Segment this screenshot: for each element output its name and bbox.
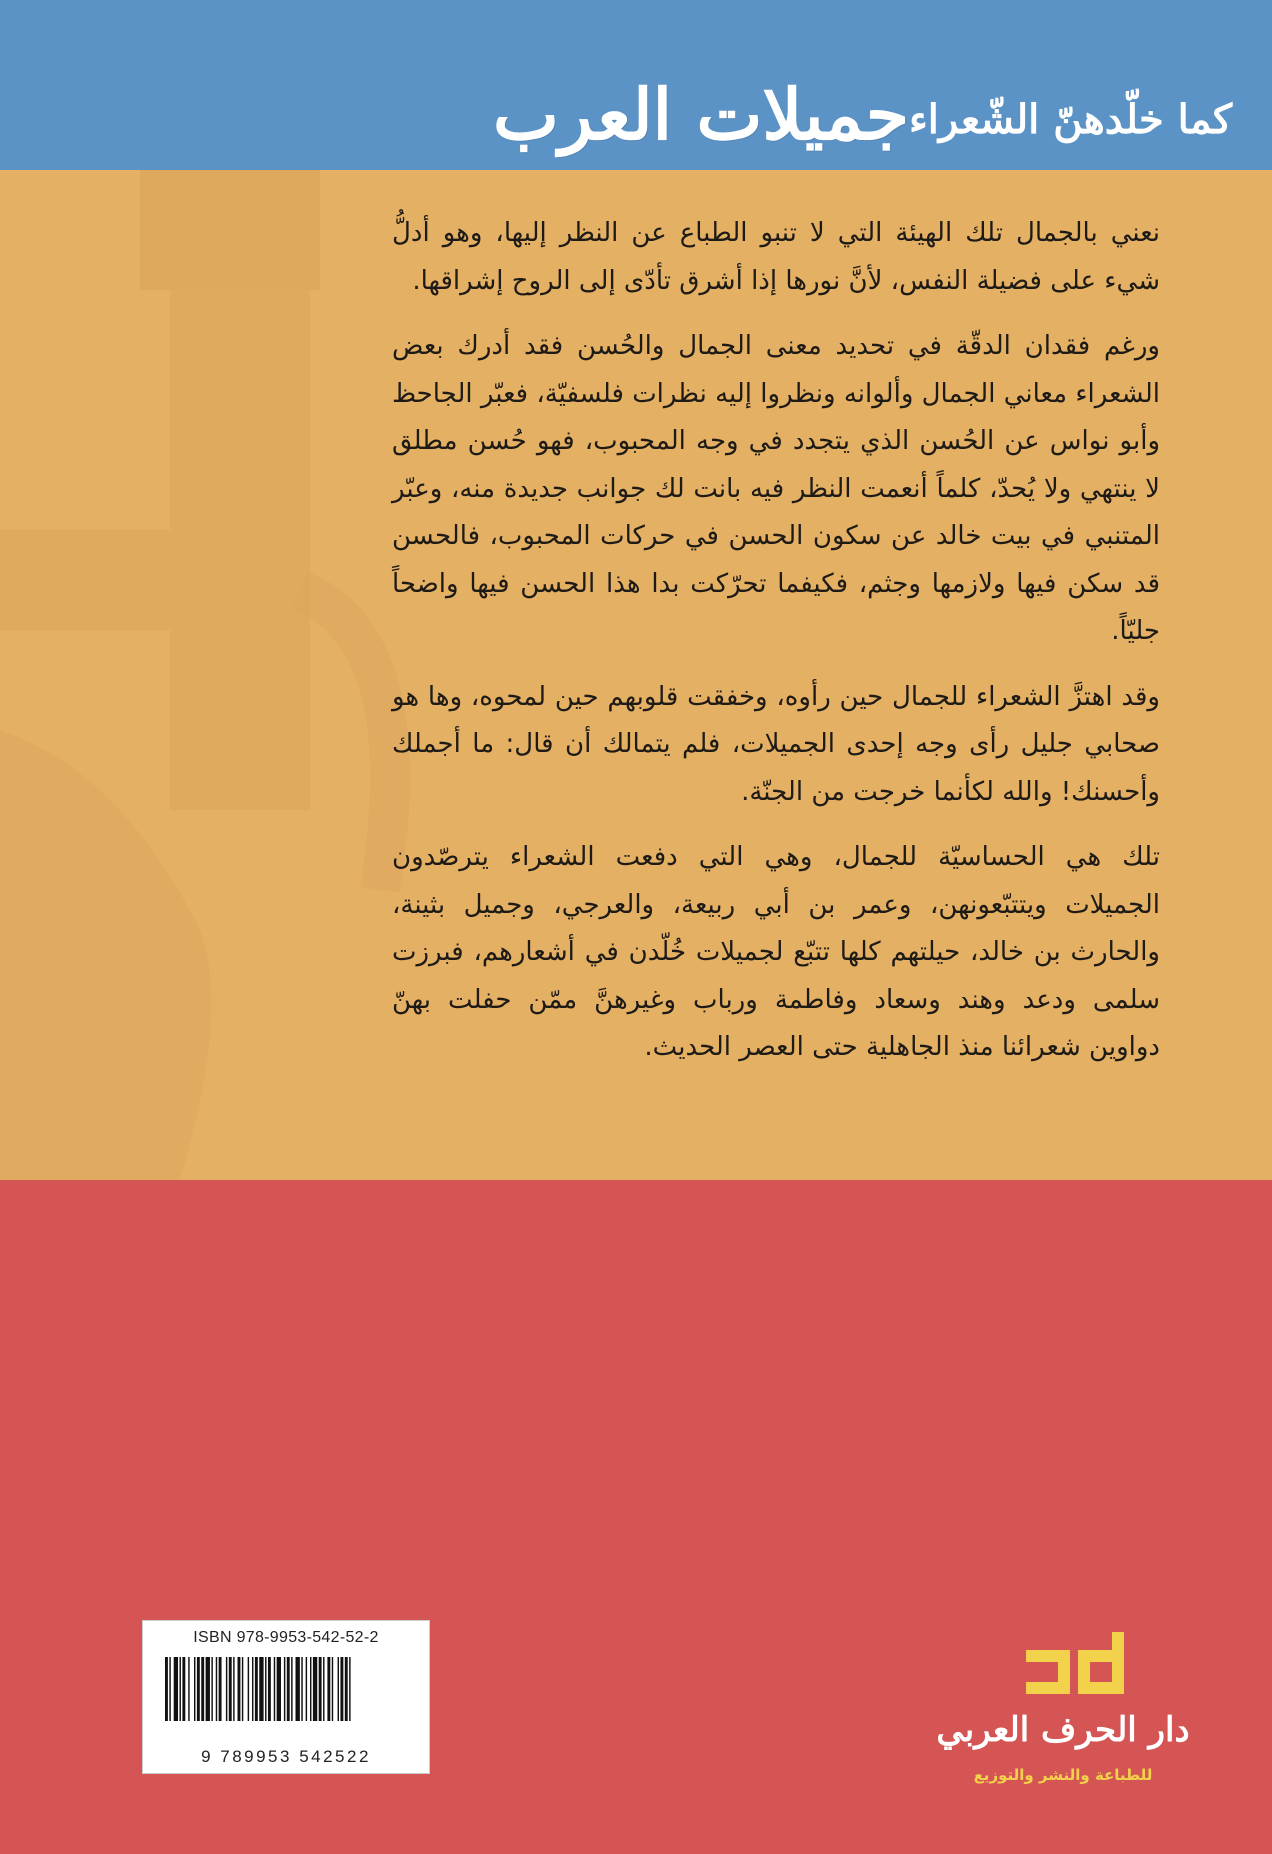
isbn-barcode-box (142, 1620, 430, 1774)
publisher-tagline: للطباعة والنشر والتوزيع (973, 1766, 1153, 1784)
title-subtitle: كما خلّدهنّ الشّعراء (909, 96, 1232, 143)
top-band (0, 0, 1272, 170)
middle-band (0, 170, 1272, 1180)
book-title (479, 40, 1232, 156)
publisher-name: دار الحرف العربي (936, 1710, 1190, 1750)
title-main: جميلات العرب (493, 73, 909, 156)
publisher-monogram-icon (1014, 1630, 1124, 1700)
barcode (161, 1657, 419, 1745)
back-cover-blurb (392, 210, 1160, 1090)
blurb-paragraph-2: ورغم فقدان الدقّة في تحديد معنى الجمال والحُسن فقد أدرك بعض الشعراء معاني الجمال وألوانه ونظروا إليه نظرات فلسفيّة، فعبّر الجاحظ وأبو نواس عن الحُسن الذي يتجدد في وجه المحبوب، فهو حُسن مطلق لا ينتهي ولا يُحدّ، كلماً أنعمت النظر فيه بانت لك جوانب جديدة منه، وعبّر المتنبي في بيت خالد عن سكون الحسن في حركات المحبوب، فالحسن قد سكن فيها ولازمها وجثم، فكيفما تحرّكت بدا هذا الحسن فيها واضحاً جليّاً. (392, 331, 1160, 646)
blurb-paragraph-3: وقد اهتزَّ الشعراء للجمال حين رأوه، وخفقت قلوبهم حين لمحوه، وها هو صحابي جليل رأى وجه إحدى الجميلات، فلم يتمالك أن قال: ما أجملك وأحسنك! والله لكأنما خرجت من الجنّة. (392, 681, 1160, 807)
blurb-paragraph-1: نعني بالجمال تلك الهيئة التي لا تنبو الطباع عن النظر إليها، وهو أدلُّ شيء على فضيلة النفس، لأنَّ نورها إذا أشرق تأدّى إلى الروح إشراقها. (392, 218, 1160, 296)
publisher-block (908, 1630, 1218, 1800)
blurb-paragraph-4: تلك هي الحساسيّة للجمال، وهي التي دفعت الشعراء يترصّدون الجميلات ويتتبّعونهن، وعمر بن أبي ربيعة، والعرجي، وجميل بثينة، والحارث بن خالد، حيلتهم كلها تتبّع لجميلات خُلّدن في أشعارهم، فبرزت سلمى ودعد وهند وسعاد وفاطمة ورباب وغيرهنَّ ممّن حفلت بهنّ دواوين شعرائنا منذ الجاهلية حتى العصر الحديث. (392, 842, 1160, 1062)
isbn-label: ISBN 978-9953-542-52-2 (193, 1629, 379, 1646)
barcode-digits: 9 789953 542522 (201, 1747, 371, 1766)
